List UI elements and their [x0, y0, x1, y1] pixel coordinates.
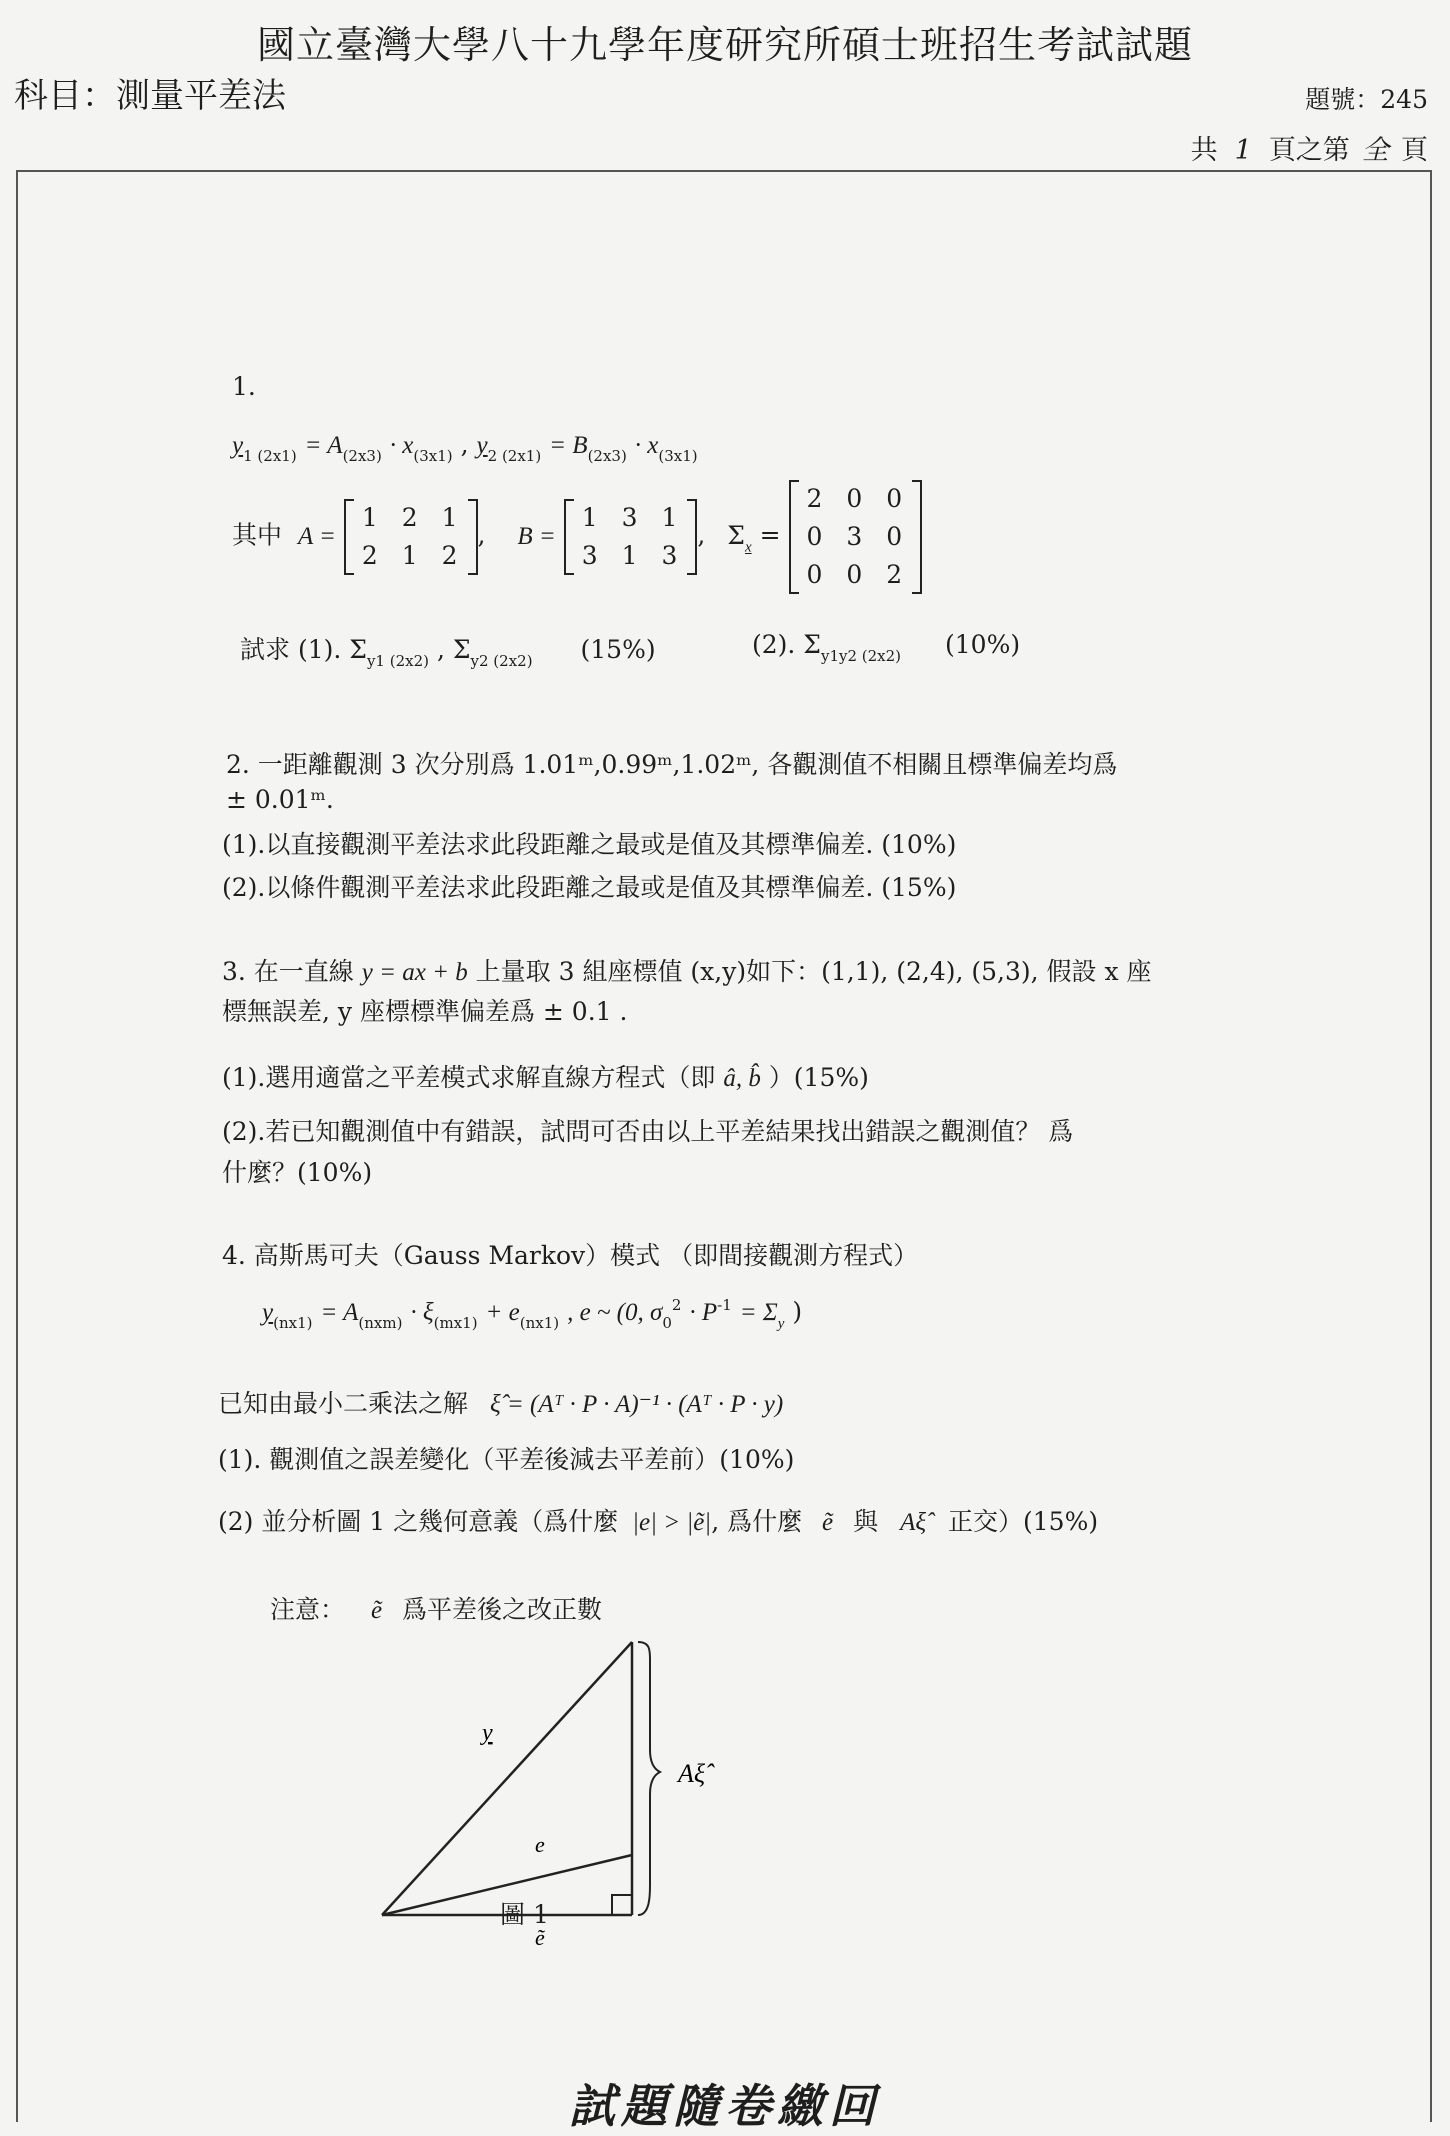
- q3-line5: 什麼？(10%): [222, 1158, 373, 1187]
- q2-line1: 2. 一距離觀測 3 次分別爲 1.01ᵐ,0.99ᵐ,1.02ᵐ, 各觀測值不相關且標準偏差均爲: [226, 750, 1118, 779]
- page-count: [1191, 128, 1428, 167]
- vector-y: [382, 1642, 632, 1915]
- pages-current: 全: [1361, 135, 1389, 166]
- q1-ask2: (2). $\Sigma_{y1y2 (2x2)}$ (10%): [752, 630, 1021, 665]
- q2-line2: ± 0.01ᵐ.: [226, 785, 334, 814]
- right-angle-mark: [612, 1895, 632, 1915]
- q4-line1: 4. 高斯馬可夫（Gauss Markov）模式 （即間接觀測方程式）: [222, 1241, 919, 1270]
- q1-ask: 試求 (1). $\Sigma_{y1 (2x2)}$ , $\Sigma_{y2 (2x2)}$ (15%): [240, 635, 656, 670]
- q3-line4: (2).若已知觀測值中有錯誤，試問可否由以上平差結果找出錯誤之觀測值？ 爲: [222, 1117, 1074, 1146]
- q1-number: 1.: [232, 372, 256, 401]
- q4-note: 注意： ẽ 爲平差後之改正數: [270, 1595, 603, 1624]
- matrix-A: 1 2 1 2 1 2: [344, 499, 478, 575]
- q1-matrices: 其中 A = 1 2 1 2 1 2 , B = 1 3 1 3 1 3 , $\Sigma_x$ = 2 0 0 0 3 0 0 0 2: [232, 480, 922, 594]
- pages-total: 1: [1234, 135, 1252, 166]
- q3-line3: (1).選用適當之平差模式求解直線方程式（即 â, b̂ ）(15%): [222, 1063, 869, 1092]
- exam-subject: 科目：測量平差法: [14, 76, 286, 116]
- q2-line3: (1).以直接觀測平差法求此段距離之最或是值及其標準偏差. (10%): [222, 830, 957, 859]
- figure-1: [360, 1630, 760, 2010]
- pages-suffix: 頁: [1401, 135, 1428, 166]
- figure-caption: 圖 1: [500, 1900, 549, 1929]
- label-y: y: [482, 1720, 493, 1746]
- label-e: e: [535, 1832, 545, 1857]
- q3-line2: 標無誤差, y 座標標準偏差爲 ± 0.1 .: [222, 997, 628, 1026]
- q4-part1: (1). 觀測值之誤差變化（平差後減去平差前）(10%): [218, 1445, 795, 1474]
- label-e-tilde: ẽ: [535, 1925, 545, 1950]
- pages-prefix: 共: [1190, 135, 1218, 166]
- exam-title: 國立臺灣大學八十九學年度研究所碩士班招生考試試題: [256, 23, 1193, 67]
- q4-model: $y_{(nx1)} = A_{(nxm)} \cdot \xi_{(mx1)} + e_{(nx1)}$ , e ~ (0, $\sigma_0^2 \cdot P^{-1} = \Sigma_y$ ): [262, 1296, 803, 1332]
- q1-equation: $y_{1 (2x1)} = A_{(2x3)} \cdot x_{(3x1)}$ , $y_{2 (2x1)} = B_{(2x3)} \cdot x_{(3x1)}$: [232, 430, 698, 465]
- q3-line1: 3. 在一直線 y = ax + b 上量取 3 組座標值 (x,y)如下：(1,1), (2,4), (5,3), 假設 x 座: [222, 957, 1152, 986]
- footer-note: 試題隨卷繳回: [569, 2079, 881, 2133]
- matrix-sigma-x: 2 0 0 0 3 0 0 0 2: [789, 480, 923, 594]
- q2-line4: (2).以條件觀測平差法求此段距離之最或是值及其標準偏差. (15%): [222, 873, 957, 902]
- question-code: 題號：245: [1305, 85, 1428, 114]
- pages-middle: 頁之第: [1268, 135, 1350, 166]
- brace: [638, 1642, 660, 1915]
- matrix-B: 1 3 1 3 1 3: [564, 499, 698, 575]
- label-A-xi: Aξ̂: [678, 1759, 706, 1788]
- q4-part2: (2) 並分析圖 1 之幾何意義（爲什麼 |e| > |ẽ|, 爲什麼 ẽ 與 Aξ̂ 正交）(15%): [218, 1507, 1099, 1536]
- q4-ls: 已知由最小二乘法之解 ξ̂ = (Aᵀ · P · A)⁻¹ · (Aᵀ · P · y): [218, 1389, 784, 1418]
